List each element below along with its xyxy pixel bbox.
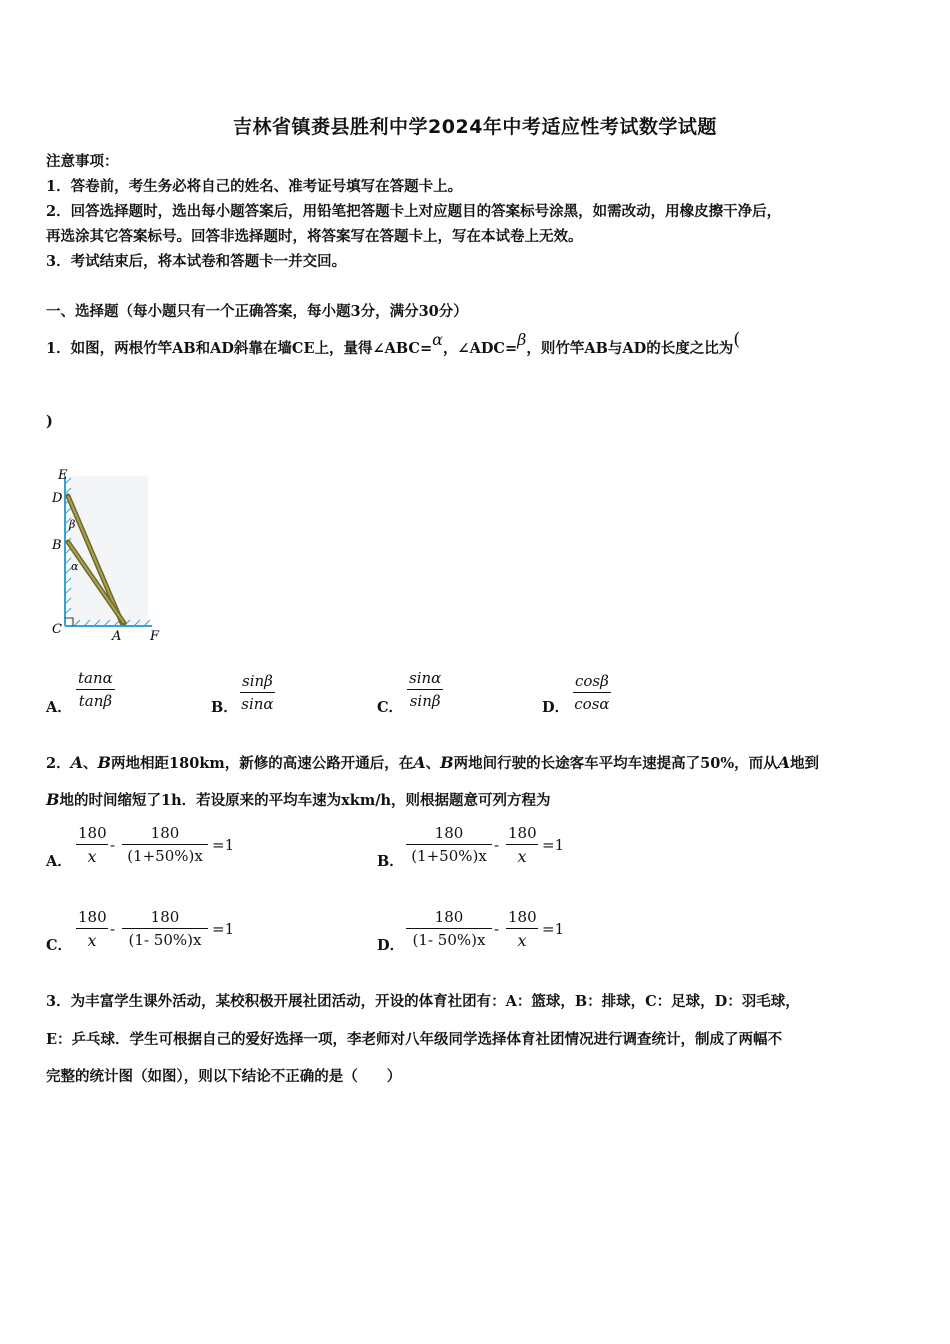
equals-one: =1 [212, 920, 235, 938]
label-D: D [52, 491, 63, 506]
minus-sign: - [494, 920, 500, 938]
label-F: F [150, 629, 160, 644]
q2-option-a-frac1: $\frac{180}{x}$ [78, 824, 107, 866]
notice-item: 1．答卷前，考生务必将自己的姓名、准考证号填写在答题卡上。 [46, 178, 463, 195]
label-A: A [112, 629, 122, 644]
question-1-close-paren: ) [46, 413, 53, 430]
question-3-line: 3．为丰富学生课外活动，某校积极开展社团活动，开设的体育社团有：A：篮球，B：排球，C：足球，D：羽毛球， [46, 993, 800, 1010]
q2-option-a-label[interactable]: A． [46, 853, 72, 870]
minus-sign: - [110, 920, 116, 938]
question-3-line: E：乒乓球．学生可根据自己的爱好选择一项，李老师对八年级同学选择体育社团情况进行调查统计，制成了两幅不 [46, 1031, 783, 1048]
equals-one: =1 [542, 836, 565, 854]
angle-beta: β [69, 518, 76, 531]
minus-sign: - [110, 836, 116, 854]
section-heading: 一、选择题（每小题只有一个正确答案，每小题3分，满分30分） [46, 303, 468, 320]
q1-option-a-fraction: $\frac{\tan\alpha}{\tan\beta}$ [78, 669, 113, 710]
equals-one: =1 [212, 836, 235, 854]
q2-option-d-frac1: $\frac{180}{(1- 50\%)x}$ [406, 908, 492, 949]
page-title: 吉林省镇赉县胜利中学2024年中考适应性考试数学试题 [233, 116, 717, 138]
q1-option-d-label[interactable]: D． [542, 699, 570, 716]
q1-option-c-label[interactable]: C． [377, 699, 404, 716]
q1-option-d-fraction: $\frac{\cos\beta}{\cos\alpha}$ [574, 672, 610, 713]
label-E: E [58, 468, 68, 483]
q2-option-b-label[interactable]: B． [377, 853, 404, 870]
label-C: C [52, 622, 62, 637]
q2-option-c-label[interactable]: C． [46, 937, 73, 954]
notice-item: 3．考试结束后，将本试卷和答题卡一并交回。 [46, 253, 347, 270]
angle-alpha: α [71, 560, 79, 573]
label-B: B [52, 538, 62, 553]
question-3-line: 完整的统计图（如图），则以下结论不正确的是（ ） [46, 1068, 402, 1085]
equals-one: =1 [542, 920, 565, 938]
question-1-stem: 1．如图，两根竹竿AB和AD斜靠在墙CE上，量得∠ABC=α，∠ADC=β，则竹竿AB与AD的长度之比为( [46, 329, 741, 357]
q2-option-c-frac1: $\frac{180}{x}$ [78, 908, 107, 950]
q2-option-d-frac2: $\frac{180}{x}$ [508, 908, 537, 950]
question-2-stem-line2: B地的时间缩短了1h．若设原来的平均车速为xkm/h，则根据题意可列方程为 [46, 790, 551, 809]
notice-item: 2．回答选择题时，选出每小题答案后，用铅笔把答题卡上对应题目的答案标号涂黑，如需改动，用橡皮擦干净后， [46, 203, 782, 220]
q2-option-b-frac1: $\frac{180}{(1+50\%)x}$ [406, 824, 492, 865]
q2-option-b-frac2: $\frac{180}{x}$ [508, 824, 537, 866]
q2-option-d-label[interactable]: D． [377, 937, 405, 954]
minus-sign: - [494, 836, 500, 854]
q2-option-a-frac2: $\frac{180}{(1+50\%)x}$ [122, 824, 208, 865]
notice-heading: 注意事项： [46, 153, 119, 170]
question-2-stem-line1: 2．A、B两地相距180km，新修的高速公路开通后，在A、B两地间行驶的长途客车平均车速提高了50%，而从A地到 [46, 753, 820, 772]
q1-option-b-label[interactable]: B． [211, 699, 238, 716]
q1-option-a-label[interactable]: A． [46, 699, 72, 716]
notice-item: 再选涂其它答案标号。回答非选择题时，将答案写在答题卡上，写在本试卷上无效。 [46, 228, 583, 245]
bamboo-wall-figure [48, 466, 168, 646]
q2-option-c-frac2: $\frac{180}{(1- 50\%)x}$ [122, 908, 208, 949]
q1-option-c-fraction: $\frac{\sin\alpha}{\sin\beta}$ [409, 669, 442, 710]
q1-option-b-fraction: $\frac{\sin\beta}{\sin\alpha}$ [241, 672, 274, 713]
